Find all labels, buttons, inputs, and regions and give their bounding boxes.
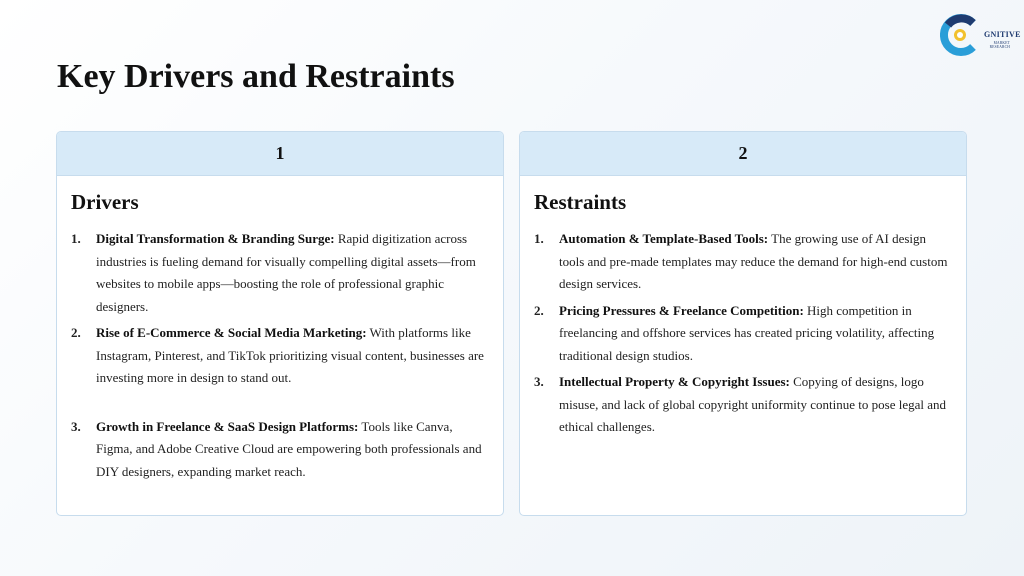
item-body: With platforms like Instagram, Pinterest, and TikTok prioritizing visual content, businesses are investing more in design to stand out. — [96, 325, 484, 385]
logo-subtext: MARKET RESEARCH — [989, 41, 1010, 49]
logo-text: GNITIVE — [984, 30, 1021, 39]
list-item — [534, 371, 954, 439]
item-number: 3. — [71, 418, 81, 434]
item-heading: Automation & Template-Based Tools: — [559, 231, 769, 246]
item-heading: Rise of E-Commerce & Social Media Marketing: — [96, 325, 367, 340]
item-number: 1. — [71, 231, 81, 246]
item-body: Tools like Canva, Figma, and Adobe Creative Cloud are empowering both professionals and DIY designers, expanding market reach. — [96, 418, 482, 479]
drivers-card — [56, 131, 504, 516]
list-item — [71, 228, 491, 318]
item-number: 2. — [71, 325, 81, 340]
card-number-header: 2 — [520, 132, 966, 176]
restraints-list — [534, 228, 954, 443]
restraints-card — [519, 131, 967, 516]
item-body: The growing use of AI design tools and pre-made templates may reduce the demand for high-end custom design services. — [559, 231, 948, 291]
company-logo — [940, 14, 1021, 56]
item-number: 1. — [534, 231, 544, 246]
list-item — [71, 416, 491, 484]
item-number: 2. — [534, 302, 544, 318]
list-item — [534, 228, 954, 296]
logo-c-icon — [940, 14, 980, 56]
card-heading: Drivers — [71, 190, 139, 214]
list-item — [534, 300, 954, 368]
item-heading: Digital Transformation & Branding Surge: — [96, 231, 335, 246]
drivers-list — [71, 228, 491, 483]
card-heading: Restraints — [534, 190, 627, 214]
item-number: 3. — [534, 374, 544, 389]
item-heading: Intellectual Property & Copyright Issues: — [559, 374, 790, 389]
item-body: Copying of designs, logo misuse, and lack of global copyright uniformity continue to pose legal and ethical challenges. — [559, 374, 947, 434]
item-body: Rapid digitization across industries is fueling demand for visually compelling digital assets—from websites to mobile apps—boosting the role of professional graphic designers. — [96, 231, 476, 314]
item-body: High competition in freelancing and offshore services has created pricing volatility, affecting traditional design studios. — [559, 302, 935, 363]
item-heading: Growth in Freelance & SaaS Design Platforms: — [96, 418, 359, 434]
page-title: Key Drivers and Restraints — [57, 58, 455, 95]
item-heading: Pricing Pressures & Freelance Competition: — [559, 302, 804, 318]
card-number-header: 1 — [57, 132, 503, 176]
list-item — [71, 322, 491, 390]
